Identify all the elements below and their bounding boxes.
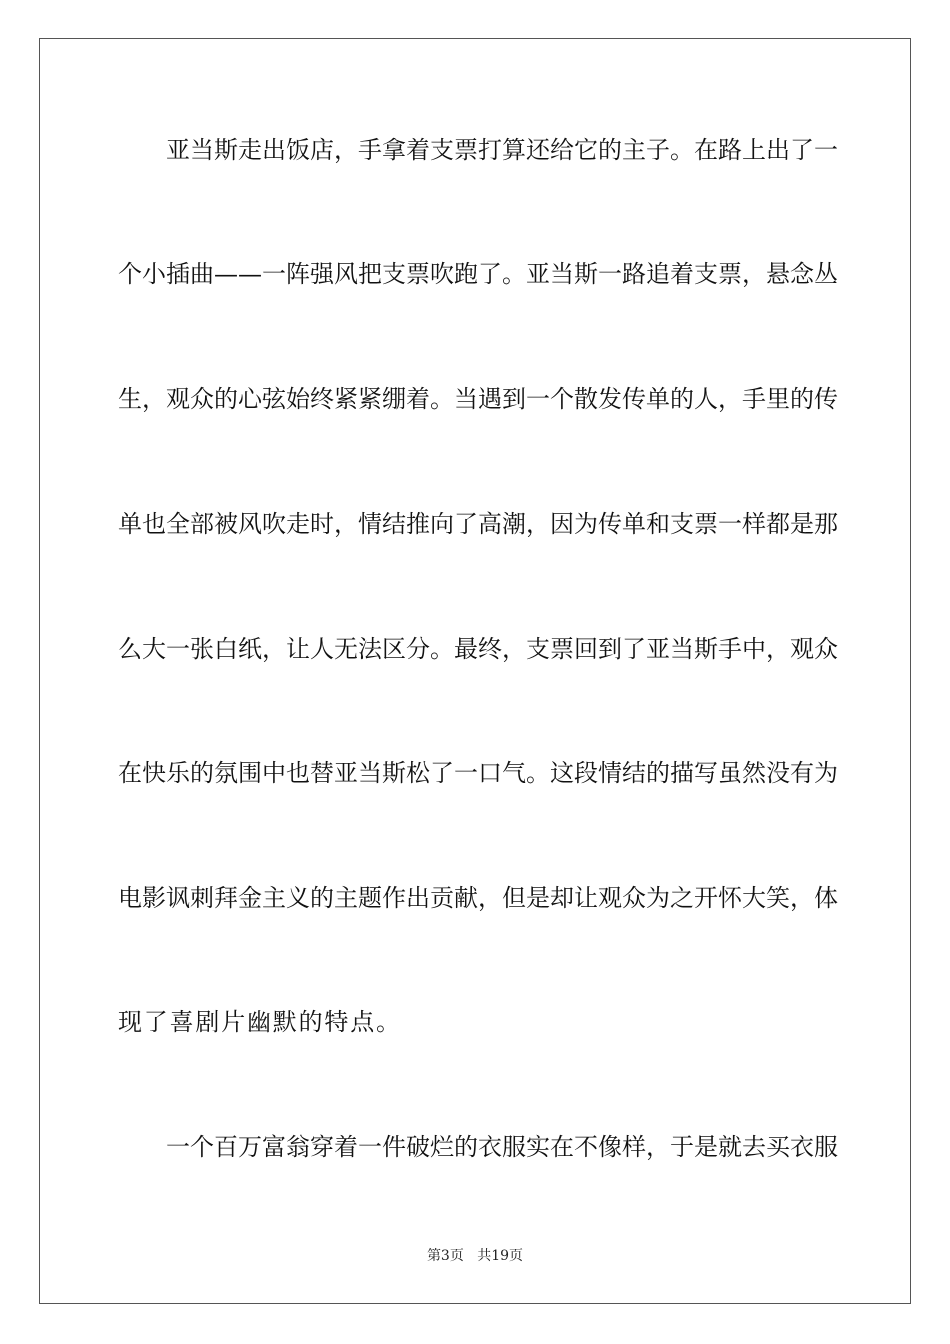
text-line: 单也全部被风吹走时，情结推向了高潮，因为传单和支票一样都是那 (118, 510, 838, 538)
page-total: 共19页 (477, 1248, 524, 1264)
text-line: 亚当斯走出饭店，手拿着支票打算还给它的主子。在路上出了一 (166, 136, 838, 164)
text-line: 么大一张白纸，让人无法区分。最终，支票回到了亚当斯手中，观众 (118, 635, 838, 663)
text-line: 生，观众的心弦始终紧紧绷着。当遇到一个散发传单的人，手里的传 (118, 385, 838, 413)
text-line: 在快乐的氛围中也替亚当斯松了一口气。这段情结的描写虽然没有为 (118, 759, 838, 787)
text-line: 一个百万富翁穿着一件破烂的衣服实在不像样，于是就去买衣服 (166, 1133, 838, 1161)
text-line: 个小插曲——一阵强风把支票吹跑了。亚当斯一路追着支票，悬念丛 (118, 260, 838, 288)
page-footer (0, 1246, 950, 1266)
page-border (39, 38, 911, 1304)
text-line: 电影讽刺拜金主义的主题作出贡献，但是却让观众为之开怀大笑，体 (118, 884, 838, 912)
page-number: 第3页 (426, 1248, 464, 1264)
text-line: 现了喜剧片幽默的特点。 (118, 1008, 402, 1036)
